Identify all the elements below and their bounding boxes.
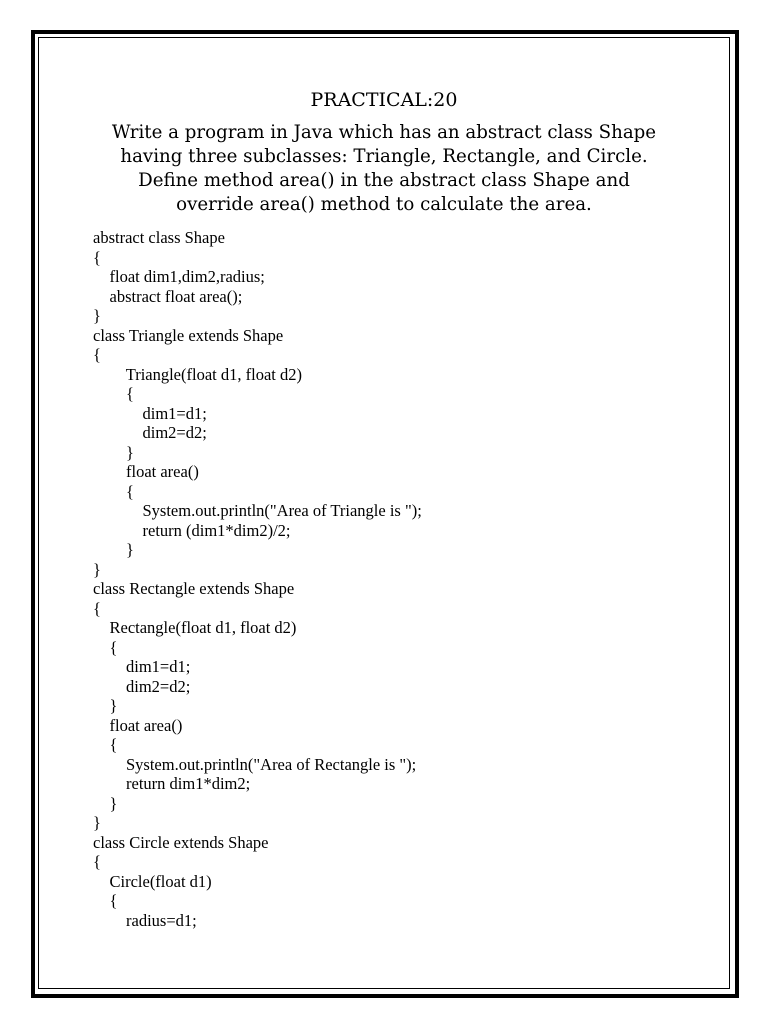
code-line: { xyxy=(93,345,101,364)
code-line: float area() xyxy=(93,715,183,735)
code-line: { xyxy=(93,481,134,501)
code-line: { xyxy=(93,891,118,910)
code-line: } xyxy=(93,442,134,462)
question-text: Write a program in Java which has an abstract class Shape having three subclasses: Triangle, Rectangle, and Circle. Define method area() in the abstract class Shape and override area() method to calculate the area. xyxy=(111,122,657,215)
code-line: dim2=d2; xyxy=(93,423,207,442)
code-line: { xyxy=(93,247,101,267)
code-line: dim1=d1; xyxy=(93,403,207,423)
code-line: Circle(float d1) xyxy=(93,871,212,891)
code-listing xyxy=(93,228,422,930)
code-line: return dim1*dim2; xyxy=(93,774,251,793)
code-line: { xyxy=(93,384,134,403)
code-line: } xyxy=(93,540,134,559)
code-line: } xyxy=(93,813,101,832)
code-line: { xyxy=(93,852,101,871)
code-line: abstract float area(); xyxy=(93,286,243,306)
code-line: } xyxy=(93,559,101,579)
code-line: return (dim1*dim2)/2; xyxy=(93,520,291,540)
practical-title: PRACTICAL:20 xyxy=(310,89,458,111)
code-line: class Rectangle extends Shape xyxy=(93,579,295,598)
code-line: } xyxy=(93,306,101,325)
code-line: float area() xyxy=(93,462,199,481)
code-line: class Circle extends Shape xyxy=(93,832,269,852)
code-line: { xyxy=(93,735,118,754)
code-line: System.out.println("Area of Rectangle is "); xyxy=(93,754,417,774)
code-line: Rectangle(float d1, float d2) xyxy=(93,618,297,637)
code-line: Triangle(float d1, float d2) xyxy=(93,364,302,384)
code-line: float dim1,dim2,radius; xyxy=(93,267,265,286)
code-line: { xyxy=(93,637,118,657)
code-line: class Triangle extends Shape xyxy=(93,325,284,345)
code-line: } xyxy=(93,696,118,715)
code-line: { xyxy=(93,598,101,618)
code-line: dim2=d2; xyxy=(93,676,191,696)
code-line: radius=d1; xyxy=(93,910,197,930)
code-line: abstract class Shape xyxy=(93,228,225,247)
code-line: System.out.println("Area of Triangle is "); xyxy=(93,501,422,520)
code-line: } xyxy=(93,793,118,813)
code-line: dim1=d1; xyxy=(93,657,191,676)
